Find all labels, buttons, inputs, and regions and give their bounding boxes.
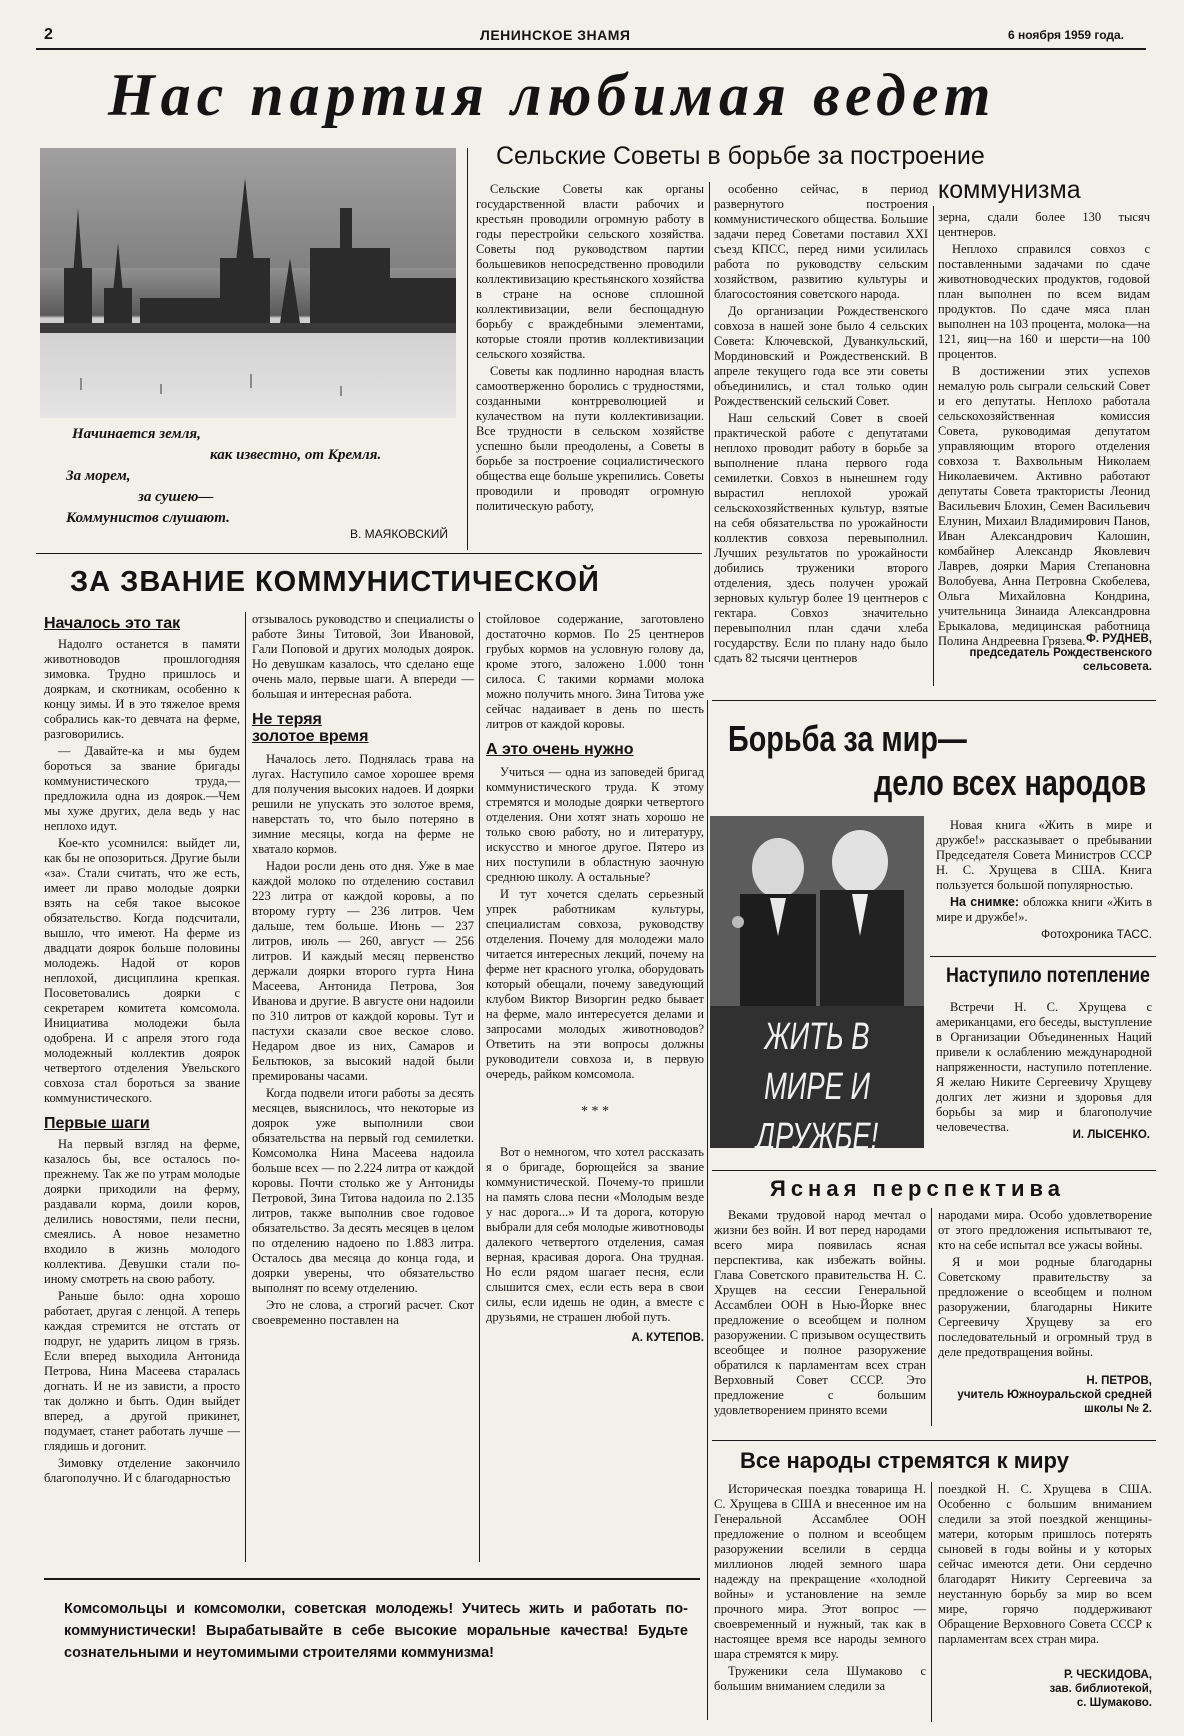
paragraph: поездкой Н. С. Хрущева в США. Особенно с большим вниманием следили за этой поездкой женщины-матери, которым пришлось потерять сыновей в годы войны и у которых сейчас имеются дети. Они сердечно благодарят Никиту Сергеевича за неустанную борьбу за мир во всем мире, горячо поддерживают Обращение Верховного Совета СССР к парламентам всех стран мира.	[938, 1482, 1152, 1646]
soviets-signature	[938, 632, 1152, 674]
author-role: зав. библиотекой,	[1049, 1683, 1152, 1695]
book-text	[936, 818, 1152, 942]
section-rule	[712, 1440, 1156, 1441]
paragraph: Это не слова, а строгий расчет. Скот своевременно поставлен на	[252, 1298, 474, 1327]
paragraph: Раньше было: одна хорошо работает, другая с ленцой. А теперь каждая стремится не отстать от подруг, не ударить лицом в грязь. Если вперед выходила Антонида Петрова, Нина Масеева старалась догнать. И не из зависти, а просто так должно и быть. Один выйдет вперед, а другой прикинет, подумает, станет работать лучше — глядишь и догонит.	[44, 1289, 240, 1453]
column-rule	[709, 182, 710, 662]
paragraph: Кое-кто усомнился: выйдет ли, как бы не опозориться. Другие были «за». Стали считать, что же есть, имеет ли право молодые доярки взять на себя такое высокое обязательство. Когда подсчитали, вышло, что имеют. На ферме из двадцати доярок больше половины молодежь. Надой от коров неплохой, дисциплина крепкая. Посоветовались доярки с секретарем комитета комсомола. Инициатива молодежи была одобрена. И с апреля этого года молодежный коллектив доярок четвертого отделения Увельского совхоза стал бороться за звание коммунистического.	[44, 836, 240, 1105]
nations-col-2	[938, 1482, 1152, 1666]
subheading: Не теряя	[252, 711, 322, 728]
kremlin-photo	[40, 148, 456, 418]
column-rule	[707, 700, 708, 1720]
subheading: Первые шаги	[44, 1115, 150, 1132]
paragraph: Сельские Советы как органы государственной власти рабочих и крестьян проводили огромную работу в годы перестройки сельского хозяйства. Советы под руководством партии большевиков непосредственно проводили коллективизацию крестьянского хозяйства в стране на основе сплошной коллективизации, вели беспощадную борьбу с враждебными элементами, которые стояли против коллективизации сельского хозяйства.	[476, 182, 704, 361]
paragraph: Встречи Н. С. Хрущева с американцами, его беседы, выступление в Организации Объединенных Наций привели к ослаблению международной напряженности, наступило потепление. Я желаю Никите Сергеевичу Хрущеву долгих лет жизни и здоровья для борьбы за мир и благополучие человечества.	[936, 1000, 1152, 1134]
author-role: председатель Рождественского сельсовета.	[969, 647, 1152, 673]
newspaper-name: ЛЕНИНСКОЕ ЗНАМЯ	[480, 27, 631, 43]
paragraph: На первый взгляд на ферме, казалось бы, все осталось по-прежнему. Так же по утрам молодые доярки приходили на ферму, раздавали корма, доили коров, делились новостями, пели песни, смеялись. А новое незаметно входило в жизнь молодого коллектива. Девушки стали по-иному смотреть на свою работу.	[44, 1137, 240, 1286]
section-rule	[36, 553, 702, 554]
photo-credit: Фотохроника ТАСС.	[1041, 927, 1152, 941]
issue-date: 6 ноября 1959 года.	[1008, 28, 1125, 42]
nations-col-1	[714, 1482, 926, 1724]
paragraph: Советы как подлинно народная власть самоотверженно боролись с трудностями, созданными контрреволюцией и кулачеством на пути коллективизации. Все трудности в сельском хозяйстве успешно были преодолены, а Советы в борьбе за построение социалистического общества еще больше укрепились. Советы проводили и проводят огромную политическую работу,	[476, 364, 704, 513]
paragraph: Наш сельский Совет в своей практической работе с депутатами неплохо проводит работу в борьбе за выполнение плана первого года семилетки. Совхоз в нынешнем году вырастил неплохой урожай сельскохозяйственных культур, взятые на себя обязательства по урожайности коллектив совхоза перевыполнил. Лучших результатов по урожайности добились труженики второго отделения, здесь получен урожай зерновых культур более 19 центнеров с гектара. Совхоз значительно перевыполнил план сдачи хлеба государству. Если по плану надо было сдать 82 тысячи центнеров	[714, 411, 928, 665]
paragraph: народами мира. Особо удовлетворение от этого предложения испытывают те, кто на себе испытал все ужасы войны.	[938, 1208, 1152, 1252]
soviets-col-1	[476, 182, 704, 544]
banner-headline: Нас партия любимая ведет	[108, 62, 997, 128]
paragraph: Началось лето. Поднялась трава на лугах. Наступило самое хорошее время для получения высоких надоев. И доярки решили не упускать это золотое время, наверстать то, что было потеряно в зимние месяцы, когда на ферме не хватало кормов.	[252, 752, 474, 856]
column-rule	[245, 612, 246, 1562]
separator-stars: * * *	[581, 1104, 609, 1119]
poem-line: Коммунистов слушают.	[66, 510, 230, 526]
soviets-col-2	[714, 182, 928, 682]
perspective-col-2	[938, 1208, 1152, 1372]
poem-line: за сушею—	[138, 489, 214, 505]
section-rule	[712, 700, 1156, 701]
communist-title: ЗА ЗВАНИЕ КОММУНИСТИЧЕСКОЙ	[70, 566, 600, 598]
paragraph: стойловое содержание, заготовлено достаточно кормов. По 25 центнеров грубых кормов на условную голову да, кроме этого, заложено 1.000 тонн силоса. С такими кормами молока можно получить много. Зина Титова уже сейчас надаивает в день по шесть литров от каждой коровы.	[486, 612, 704, 731]
soviets-title: Сельские Советы в борьбе за построение	[496, 142, 985, 170]
paragraph: Историческая поездка товарища Н. С. Хрущева в США и внесенное им на Генеральной Ассамблее ООН предложение о полном и всеобщем разоружении вселили в сердца миллионов людей земного шара надежду на прекращение «холодной войны» и установление на земле прочного мира. Этот вопрос — своевременный и нужный, так как в настоящее время все народы земного шара стремятся к миру.	[714, 1482, 926, 1661]
peace-title-2: дело всех народов	[874, 762, 1147, 803]
author-place: с. Шумаково.	[1076, 1697, 1152, 1709]
author-name: Н. ПЕТРОВ,	[1086, 1375, 1152, 1387]
paragraph: Я и мои родные благодарны Советскому правительству за предложение о всеобщем и полном разоружении, благодарны Никите Сергеевичу Хрущеву за его последовательный и огромный труд в деле предотвращения войны.	[938, 1255, 1152, 1359]
communist-col-1	[44, 612, 240, 1592]
communist-col-3	[486, 612, 704, 1552]
book-cover-photo	[710, 816, 924, 1158]
poem-line: За морем,	[66, 468, 131, 484]
subheading: А это очень нужно	[486, 741, 634, 758]
paragraph: зерна, сдали более 130 тысяч центнеров.	[938, 210, 1150, 239]
column-rule	[479, 612, 480, 1562]
paragraph: Вот о немногом, что хотел рассказать я о бригаде, борющейся за звание коммунистической. Почему-то пришли на память слова песни «Молодым везде у нас дорога...» И та дорога, которую выбрали для себя молодые животноводы далекого четвертого отделения, самая верная, красивая дорога. Она трудная. Но если рядом шагает песня, если слышится смех, если есть вера в свои силы, если идешь не один, а вместе с друзьями, не страшен любой путь.	[486, 1145, 704, 1324]
caption-label: На снимке:	[950, 895, 1020, 909]
slogan-box	[44, 1578, 700, 1708]
book-cover-title: ЖИТЬ В МИРЕ И ДРУЖБЕ!	[755, 1016, 879, 1158]
paragraph: В достижении этих успехов немалую роль сыграли сельский Совет и его депутаты. Неплохо работала сельскохозяйственная комиссия Совета, руководимая депутатом управляющим второго отделения совхоза т. Вахвольным Николаем Николаевичем. Активно работают депутаты Совета трактористы Леонид Васильевич Блохин, Семен Васильевич Елунин, Михаил Владимирович Панов, Иван Александрович Калошин, комбайнер Александр Яковлевич Лаврев, доярки Мария Степановна Волобуева, Анна Петровна Скобелева, Ольга Михайловна Кондрина, учительница Зинаида Александровна Ерыкалова, медицинская работница Полина Андреевна Грязева.	[938, 364, 1150, 648]
paragraph: особенно сейчас, в период развернутого построения коммунистического общества. Большие задачи перед Советами поставил XXI съезд КПСС, перед ними усилилась работа по руководству сельским хозяйством, развитию культуры и благосостояния советского народа.	[714, 182, 928, 301]
nations-signature	[938, 1668, 1152, 1710]
paragraph: — Давайте-ка и мы будем бороться за звание бригады коммунистического труда,—предложила одна из доярок.—Чем мы хуже других, дела ведь у нас неплохо идут.	[44, 744, 240, 833]
paragraph: Труженики села Шумаково с большим вниманием следили за	[714, 1664, 926, 1693]
paragraph: Когда подвели итоги работы за десять месяцев, выяснилось, что некоторые из доярок уже выполнили свои обязательства на первый год семилетки. Комсомолка Нина Масеева надоила больше всех — по 2.224 литра от каждой коровы. Почти столько же у Антониды Петровой, Зина Титова надоила по 2.135 литров, также выполнив свое годовое обязательство. За десять месяцев в целом по отделению надоено по 1.883 литра. Осталось два месяца до конца года, и доярки уверены, что обязательство выполнят по всему отделению.	[252, 1086, 474, 1295]
paragraph: отзывалось руководство и специалисты о работе Зины Титовой, Зои Ивановой, Гали Поповой и других молодых доярок. Но девушкам казалось, что сделано еще очень мало, первые шаги. А впереди — большая и интересная работа.	[252, 612, 474, 701]
paragraph: Надои росли день ото дня. Уже в мае каждой молоко по отделению составил 223 литра от каждой коровы, а по второму гурту — 236 литров. Чем дальше, тем больше. Июнь — 237 литров, июль — 260, август — 256 литров. И каждый месяц первенство держали доярки второго гурта Нина Масеева, Антонида Петрова, Зоя Иванова и другие. В августе они надоили по 310 литров от каждой коровы. Тут и пастухи сказали свое веское слово. Недаром двое из них, Самаров и Бельтюков, за высокий надой были премированы часами.	[252, 859, 474, 1083]
subheading: золотое время	[252, 728, 369, 745]
poem-line: Начинается земля,	[72, 426, 201, 442]
masthead-rule	[36, 48, 1146, 50]
poem-line: как известно, от Кремля.	[210, 447, 382, 463]
perspective-title: Ясная перспектива	[770, 1176, 1066, 1201]
page-number: 2	[44, 26, 53, 43]
slogan-text: Комсомольцы и комсомолки, советская молодежь! Учитесь жить и работать по-коммунистически! Вырабатывайте в себе высокие моральные качества! Будьте сознательными и неутомимыми строителями коммунизма!	[64, 1601, 688, 1661]
communist-col-2	[252, 612, 474, 1572]
caption-text: обложка книги «Жить в мире и дружбе!».	[936, 895, 1152, 924]
paragraph: Веками трудовой народ мечтал о жизни без войн. И вот перед народами всего мира появилась ясная перспектива, как избежать войны. Глава Советского правительства Н. С. Хрущев на сессии Генеральной Ассамблеи ООН в Нью-Йорке внес предложение о всеобщем и полном разоружении. С призывом осуществить всеобщее и полное разоружение обратился к парламентам всех стран Верховный Совет СССР. Это предложение с большим удовлетворением принято всеми	[714, 1208, 926, 1417]
column-rule	[933, 206, 934, 686]
kremlin-poem	[60, 424, 460, 529]
paragraph: Надолго останется в памяти животноводов прошлогодняя зимовка. Трудно пришлось и дояркам, и скотникам, особенно к концу зимы. И в это тяжелое время собрались как-то девчата на ферме, разговорились.	[44, 637, 240, 741]
peace-title-1: Борьба за мир—	[728, 718, 967, 759]
author-name: Ф. РУДНЕВ,	[1086, 633, 1152, 645]
perspective-signature	[938, 1374, 1152, 1416]
communist-signature: А. КУТЕПОВ.	[631, 1332, 704, 1344]
column-rule	[467, 148, 468, 550]
paragraph: Учиться — одна из заповедей бригад коммунистического труда. К этому стремятся и молодые доярки четвертого отделения. Они хотят знать хорошо не только свою работу, но и литературу, искусство и многое другое. Пятеро из них поступили в областную заочную среднюю школу. А остальные?	[486, 765, 704, 884]
warming-text	[936, 1000, 1152, 1134]
nations-title: Все народы стремятся к миру	[740, 1448, 1069, 1473]
author-name: Р. ЧЕСКИДОВА,	[1063, 1669, 1152, 1681]
photo-caption	[936, 895, 1152, 925]
subheading: Началось это так	[44, 615, 181, 632]
soviets-title-2: коммунизма	[938, 176, 1081, 204]
author-role: учитель Южноуральской средней школы № 2.	[957, 1389, 1152, 1415]
column-rule	[931, 1208, 932, 1426]
paragraph: Неплохо справился совхоз с поставленными задачами по сдаче животноводческих продуктов, годовой план выполнен по всем видам продуктов. По сдаче мяса план выполнен на 103 процента, молока—на 121, яиц—на 160 и шерсти—на 100 процентов.	[938, 242, 1150, 361]
section-rule	[712, 1170, 1156, 1171]
section-rule	[930, 956, 1156, 957]
warming-title: Наступило потепление	[946, 964, 1150, 987]
paragraph: Зимовку отделение закончило благополучно. И с благодарностью	[44, 1456, 240, 1485]
column-rule	[931, 1482, 932, 1722]
warming-signature: И. ЛЫСЕНКО.	[1072, 1129, 1150, 1141]
perspective-col-1	[714, 1208, 926, 1420]
paragraph: И тут хочется сделать серьезный упрек работникам культуры, специалистам совхоза, руководству отделения. Почему для молодежи мало читается интересных лекций, почему на ферме нет красного уголка, оборудовать который обещали, почему заведующий клубом Виктор Визоргин редко бывает на ферме, мало интересуется делами и запросами молодых животноводов? Ответить на эти вопросы должны руководители совхоза и, в первую очередь, райком комсомола.	[486, 887, 704, 1081]
paragraph: Новая книга «Жить в мире и дружбе!» рассказывает о пребывании Председателя Совета Министров СССР Н. С. Хрущева в США. Книга пользуется большой популярностью.	[936, 818, 1152, 892]
paragraph: До организации Рождественского совхоза в нашей зоне было 4 сельских Совета: Ключевской, Дуванкульский, Мординовский и Рождественский. В апреле текущего года все эти советы объединились, и стал только один Рождественский сельский Совет.	[714, 304, 928, 408]
poem-author: В. МАЯКОВСКИЙ	[350, 527, 449, 541]
